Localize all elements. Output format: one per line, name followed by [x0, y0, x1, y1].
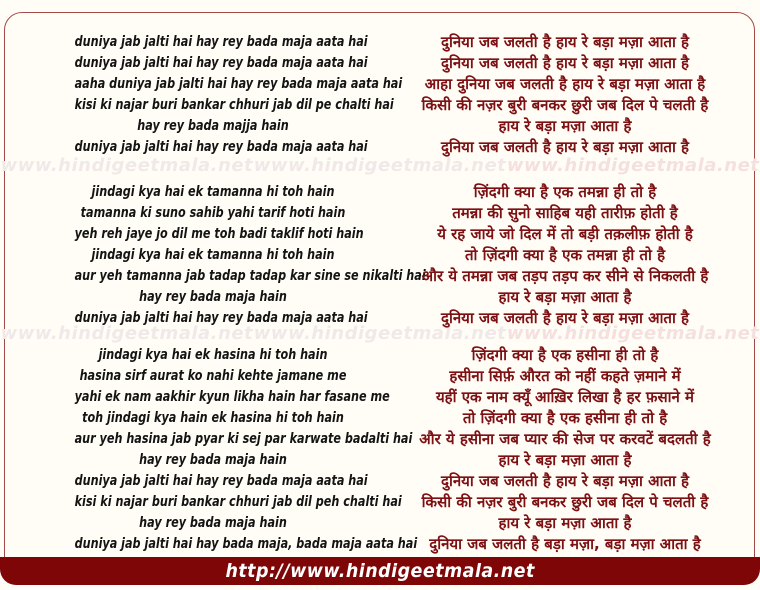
- lyric-line: दुनिया जब जलती है हाय रे बड़ा मज़ा आता है: [440, 309, 690, 327]
- lyric-line: duniya jab jalti hai hay rey bada maja aata hai: [74, 310, 368, 326]
- lyric-line: ये रह जाये जो दिल में तो बड़ी तक़लीफ़ होती है: [437, 225, 693, 243]
- watermark-text: www.hindigeetmala.net: [253, 322, 507, 344]
- stanza-devanagari-1: [398, 32, 732, 158]
- lyric-line: हाय रे बड़ा मज़ा आता है: [498, 117, 632, 135]
- lyric-line: aaha duniya jab jalti hai hay rey bada maja aata hai: [74, 76, 403, 92]
- lyric-line: आहा दुनिया जब जलती है हाय रे बड़ा मज़ा आता है: [424, 75, 706, 93]
- lyric-line: किसी की नज़र बुरी बनकर छुरी जब दिल पे चलती है: [421, 493, 709, 511]
- watermark-text: www.hindigeetmala.net: [506, 154, 760, 176]
- lyric-line: तो ज़िंदगी क्या है एक हसीना ही तो है: [462, 409, 668, 427]
- footer-url[interactable]: http://www.hindigeetmala.net: [225, 560, 535, 582]
- lyric-line: दुनिया जब जलती है हाय रे बड़ा मज़ा आता है: [440, 54, 690, 72]
- lyric-line: jindagi kya hai ek tamanna hi toh hain: [91, 247, 335, 263]
- lyric-line: और ये तमन्ना जब तड़प तड़प कर सीने से निकलती है: [421, 267, 709, 285]
- lyric-line: duniya jab jalti hai hay rey bada maja aata hai: [74, 473, 368, 489]
- lyric-line: duniya jab jalti hai hay rey bada maja aata hai: [74, 139, 368, 155]
- lyric-line: jindagi kya hai ek tamanna hi toh hain: [91, 184, 335, 200]
- lyric-line: hay rey bada maja hain: [139, 452, 287, 468]
- lyric-line: toh jindagi kya hain ek hasina hi toh hain: [82, 410, 344, 426]
- lyric-line: jindagi kya hai ek hasina hi toh hain: [98, 347, 328, 363]
- lyric-line: ज़िंदगी क्या है एक हसीना ही तो है: [471, 346, 659, 364]
- stanza-transliteration-2: [74, 182, 426, 329]
- lyric-line: यहीं एक नाम क्यूँ आख़िर लिखा है हर फ़साने में: [435, 388, 695, 406]
- lyric-line: दुनिया जब जलती है हाय रे बड़ा मज़ा आता है: [440, 138, 690, 156]
- lyric-line: किसी की नज़र बुरी बनकर छुरी जब दिल पे चलती है: [421, 96, 709, 114]
- stanza-transliteration-1: [74, 32, 403, 158]
- lyric-line: duniya jab jalti hai hay bada maja, bada maja aata hai: [74, 536, 418, 552]
- lyric-line: हाय रे बड़ा मज़ा आता है: [498, 451, 632, 469]
- lyric-line: hay rey bada majja hain: [137, 118, 289, 134]
- lyric-line: हाय रे बड़ा मज़ा आता है: [498, 288, 632, 306]
- lyric-line: aur yeh tamanna jab tadap tadap kar sine se nikalti hai: [74, 268, 426, 284]
- lyric-line: हाय रे बड़ा मज़ा आता है: [498, 514, 632, 532]
- lyric-line: kisi ki najar buri bankar chhuri jab dil pe chalti hai: [74, 97, 394, 113]
- watermark-text: www.hindigeetmala.net: [0, 322, 254, 344]
- lyric-line: ज़िंदगी क्या है एक तमन्ना ही तो है: [473, 183, 657, 201]
- lyric-line: दुनिया जब जलती है हाय रे बड़ा मज़ा आता है: [440, 472, 690, 490]
- lyric-line: yahi ek nam aakhir kyun likha hain har fasane me: [74, 389, 390, 405]
- lyric-line: और ये हसीना जब प्यार की सेज पर करवटें बदलती है: [419, 430, 711, 448]
- lyric-line: aur yeh hasina jab pyar ki sej par karwate badalti hai: [74, 431, 413, 447]
- lyric-line: tamanna ki suno sahib yahi tarif hoti hain: [80, 205, 346, 221]
- lyric-line: duniya jab jalti hai hay rey bada maja aata hai: [74, 34, 368, 50]
- lyric-line: hay rey bada maja hain: [139, 289, 287, 305]
- lyric-line: तमन्ना की सुनो साहिब यही तारीफ़ होती है: [452, 204, 678, 222]
- watermark-text: www.hindigeetmala.net: [253, 154, 507, 176]
- lyric-line: तो ज़िंदगी क्या है एक तमन्ना ही तो है: [464, 246, 666, 264]
- lyric-line: duniya jab jalti hai hay rey bada maja aata hai: [74, 55, 368, 71]
- footer-bar: [0, 557, 760, 585]
- stanza-transliteration-3: [74, 345, 418, 555]
- stanza-devanagari-3: [398, 345, 732, 555]
- lyric-line: hay rey bada maja hain: [139, 515, 287, 531]
- lyric-line: दुनिया जब जलती है हाय रे बड़ा मज़ा आता है: [440, 33, 690, 51]
- lyric-line: हसीना सिर्फ़ औरत को नहीं कहते ज़माने में: [449, 367, 681, 385]
- lyric-line: kisi ki najar buri bankar chhuri jab dil peh chalti hai: [74, 494, 402, 510]
- lyric-line: दुनिया जब जलती है बड़ा मज़ा, बड़ा मज़ा आता है: [429, 535, 701, 553]
- lyric-line: hasina sirf aurat ko nahi kehte jamane me: [79, 368, 347, 384]
- watermark-text: www.hindigeetmala.net: [0, 154, 254, 176]
- lyrics-column-devanagari: [398, 32, 732, 555]
- watermark-text: www.hindigeetmala.net: [506, 322, 760, 344]
- lyric-line: yeh reh jaye jo dil me toh badi taklif hoti hain: [74, 226, 364, 242]
- stanza-devanagari-2: [398, 182, 732, 329]
